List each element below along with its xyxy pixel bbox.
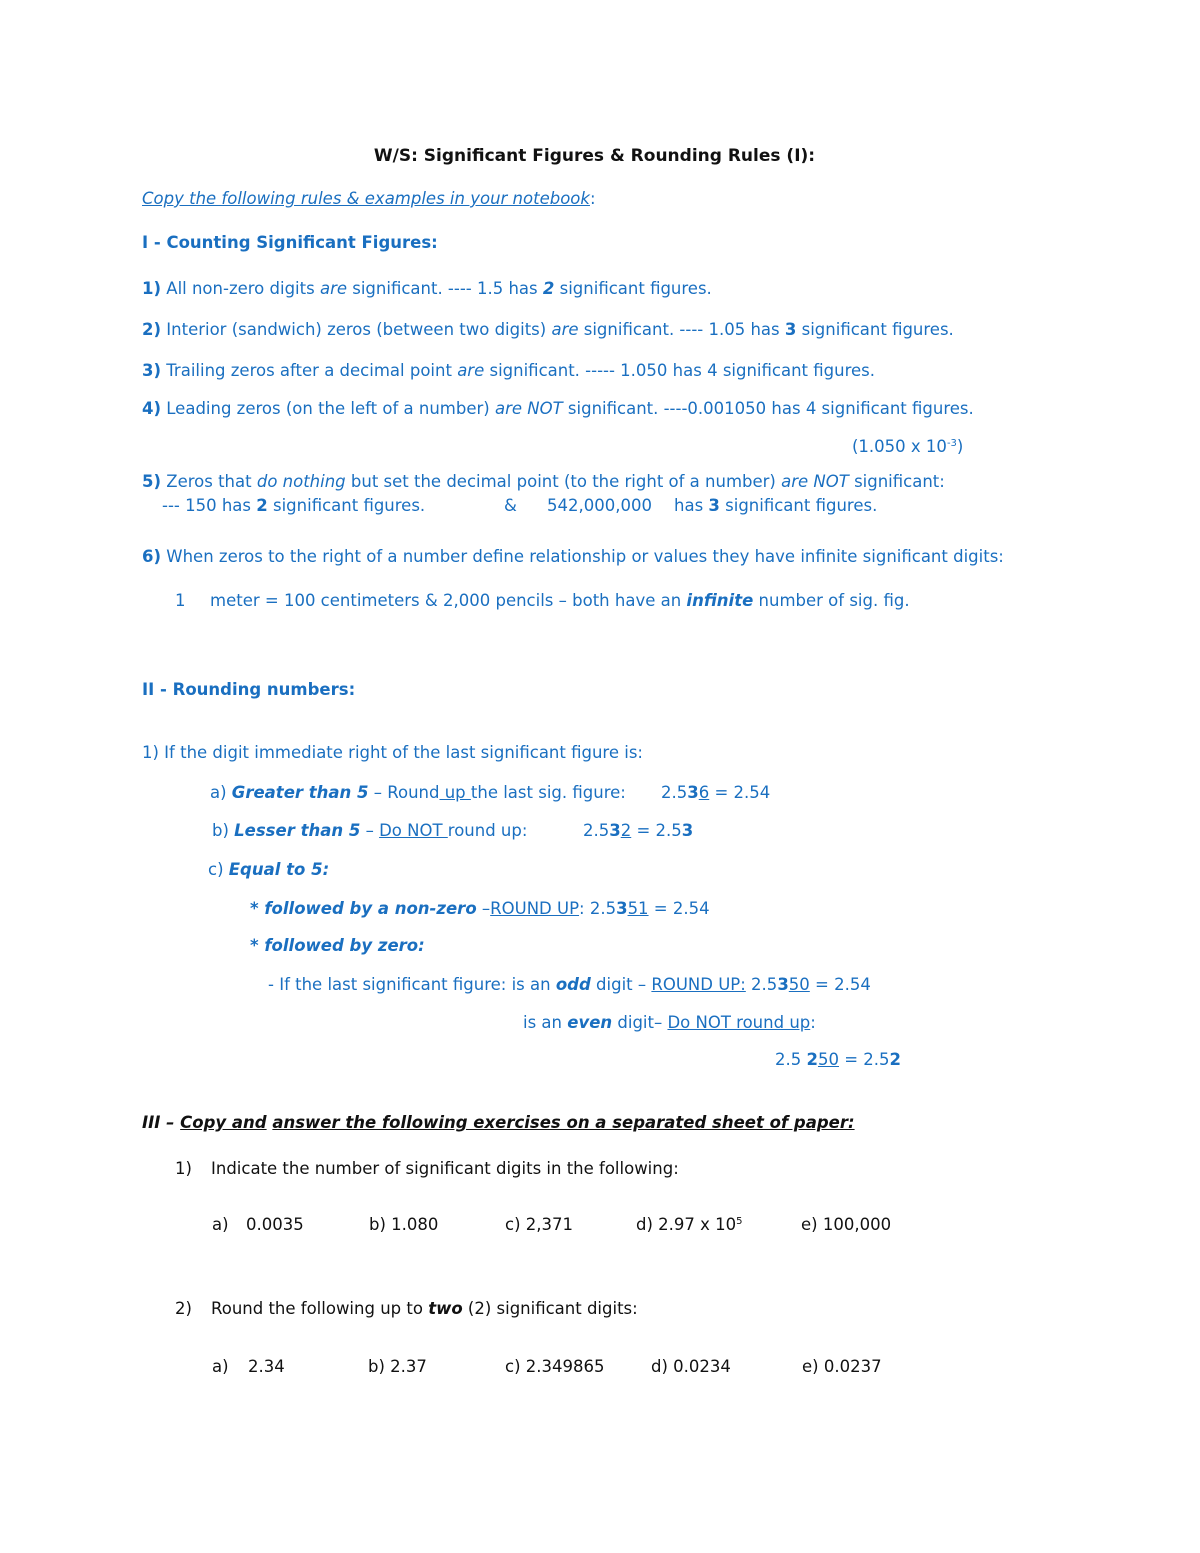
- rule-emphasis: are NOT: [781, 472, 849, 491]
- rule-text: When zeros to the right of a number define relationship or values they have infinite significant digits:: [161, 547, 1004, 566]
- question-number: 2): [175, 1299, 192, 1318]
- rule-emphasis: are: [457, 361, 485, 380]
- rule-number: 6): [142, 547, 162, 566]
- option-b: b) 2.37: [368, 1357, 427, 1376]
- rule-text: significant figures.: [717, 361, 876, 380]
- question-1: [175, 1158, 1075, 1180]
- rule-5-example-a: --- 150 has 2 significant figures.: [162, 496, 426, 515]
- rule-text: significant. ----- 1.050 has: [484, 361, 708, 380]
- rule-6-example-text: meter = 100 centimeters & 2,000 pencils – both have an infinite number of sig. fig.: [210, 591, 910, 610]
- question-2-options: [212, 1356, 1012, 1378]
- question-text: Round the following up to two (2) significant digits:: [211, 1299, 638, 1318]
- section-iii-heading: III – Copy and answer the following exercises on a separated sheet of paper:: [142, 1113, 855, 1132]
- sci-close: ): [956, 437, 964, 456]
- rule-number: 5): [142, 472, 162, 491]
- rounding-case-a: [210, 782, 910, 804]
- rounding-case-b: [212, 820, 912, 842]
- instruction-text: Copy the following rules & examples in your notebook: [142, 189, 590, 208]
- rule-text: significant. ---- 1.5 has: [347, 279, 543, 298]
- rule-count: 4: [805, 399, 817, 418]
- rule-6: [142, 546, 1004, 568]
- rule-text: Leading zeros (on the left of a number): [161, 399, 495, 418]
- option-label: a): [212, 1215, 229, 1234]
- option-a: 0.0035: [246, 1215, 304, 1234]
- rule-text: Trailing zeros after a decimal point: [161, 361, 458, 380]
- option-d: d) 0.0234: [651, 1357, 731, 1376]
- rounding-case-c-nonzero: * followed by a non-zero –ROUND UP: 2.5351 = 2.54: [250, 899, 710, 918]
- rule-count: 4: [707, 361, 718, 380]
- instruction-colon: :: [589, 189, 596, 208]
- rule-count: 2: [542, 279, 555, 298]
- rule-4: [142, 398, 974, 420]
- rule-5-example-b: 542,000,000: [547, 496, 652, 515]
- rounding-case-c-zero: * followed by zero:: [250, 936, 425, 955]
- section-ii-heading: II - Rounding numbers:: [142, 680, 356, 699]
- question-text: Indicate the number of significant digits in the following:: [211, 1159, 679, 1178]
- option-e: e) 0.0237: [802, 1357, 882, 1376]
- rule-1: [142, 278, 712, 300]
- rule-5-example-c: has 3 significant figures.: [674, 496, 878, 515]
- case-b-example: 2.532 = 2.53: [583, 821, 694, 840]
- option-c: c) 2,371: [505, 1215, 573, 1234]
- rule-number: 1): [142, 279, 162, 298]
- rounding-rule-1: 1) If the digit immediate right of the last significant figure is:: [142, 743, 643, 762]
- rule-3: [142, 360, 875, 382]
- case-a-text: a) Greater than 5 – Round up the last sig. figure:: [210, 783, 626, 802]
- rounding-case-c: c) Equal to 5:: [208, 860, 330, 879]
- rule-text: significant. ---- 1.05 has: [578, 320, 785, 339]
- sci-base: (1.050 x 10: [852, 437, 947, 456]
- rule-text: All non-zero digits: [161, 279, 320, 298]
- question-number: 1): [175, 1159, 192, 1178]
- rule-number: 2): [142, 320, 162, 339]
- rule-number: 4): [142, 399, 162, 418]
- rule-emphasis: do nothing: [256, 472, 346, 491]
- option-b: b) 1.080: [369, 1215, 439, 1234]
- rule-text: Interior (sandwich) zeros (between two digits): [161, 320, 552, 339]
- rule-6-example-number: 1: [175, 591, 186, 610]
- section-i-heading: I - Counting Significant Figures:: [142, 233, 438, 252]
- option-c: c) 2.349865: [505, 1357, 605, 1376]
- rule-emphasis: are: [551, 320, 579, 339]
- rule-text: Zeros that: [161, 472, 257, 491]
- instruction-line: [142, 188, 596, 210]
- question-1-options: [212, 1214, 1012, 1236]
- rule-emphasis: are: [319, 279, 347, 298]
- rounding-case-c-odd: - If the last significant figure: is an odd digit – ROUND UP: 2.5350 = 2.54: [268, 975, 871, 994]
- rule-5-examples: [162, 495, 1062, 517]
- rule-6-example: [175, 590, 1075, 612]
- option-a: 2.34: [248, 1357, 285, 1376]
- rule-4-scientific: [852, 436, 963, 458]
- question-2: [175, 1298, 1075, 1320]
- sci-exponent: -3: [946, 438, 957, 449]
- rule-5: [142, 471, 945, 493]
- rule-text: significant figures.: [816, 399, 974, 418]
- rule-emphasis: are NOT: [494, 399, 563, 418]
- rule-count: 3: [784, 320, 797, 339]
- rule-text: but set the decimal point (to the right of a number): [345, 472, 782, 491]
- rounding-case-c-even: is an even digit– Do NOT round up:: [523, 1013, 816, 1032]
- rule-text: significant. ----0.001050 has: [562, 399, 806, 418]
- option-e: e) 100,000: [801, 1215, 892, 1234]
- rule-text: significant figures.: [796, 320, 954, 339]
- rule-5-ampersand: &: [504, 496, 517, 515]
- option-label: a): [212, 1357, 229, 1376]
- case-b-text: b) Lesser than 5 – Do NOT round up:: [212, 821, 528, 840]
- rule-2: [142, 319, 954, 341]
- rule-number: 3): [142, 361, 162, 380]
- page-title: W/S: Significant Figures & Rounding Rules (I):: [373, 146, 816, 166]
- rounding-case-c-even-example: 2.5 250 = 2.52: [775, 1050, 902, 1069]
- case-a-example: 2.536 = 2.54: [661, 783, 771, 802]
- rule-text: significant figures.: [554, 279, 712, 298]
- rule-text: significant:: [848, 472, 945, 491]
- option-d: d) 2.97 x $10^5$: [636, 1215, 743, 1234]
